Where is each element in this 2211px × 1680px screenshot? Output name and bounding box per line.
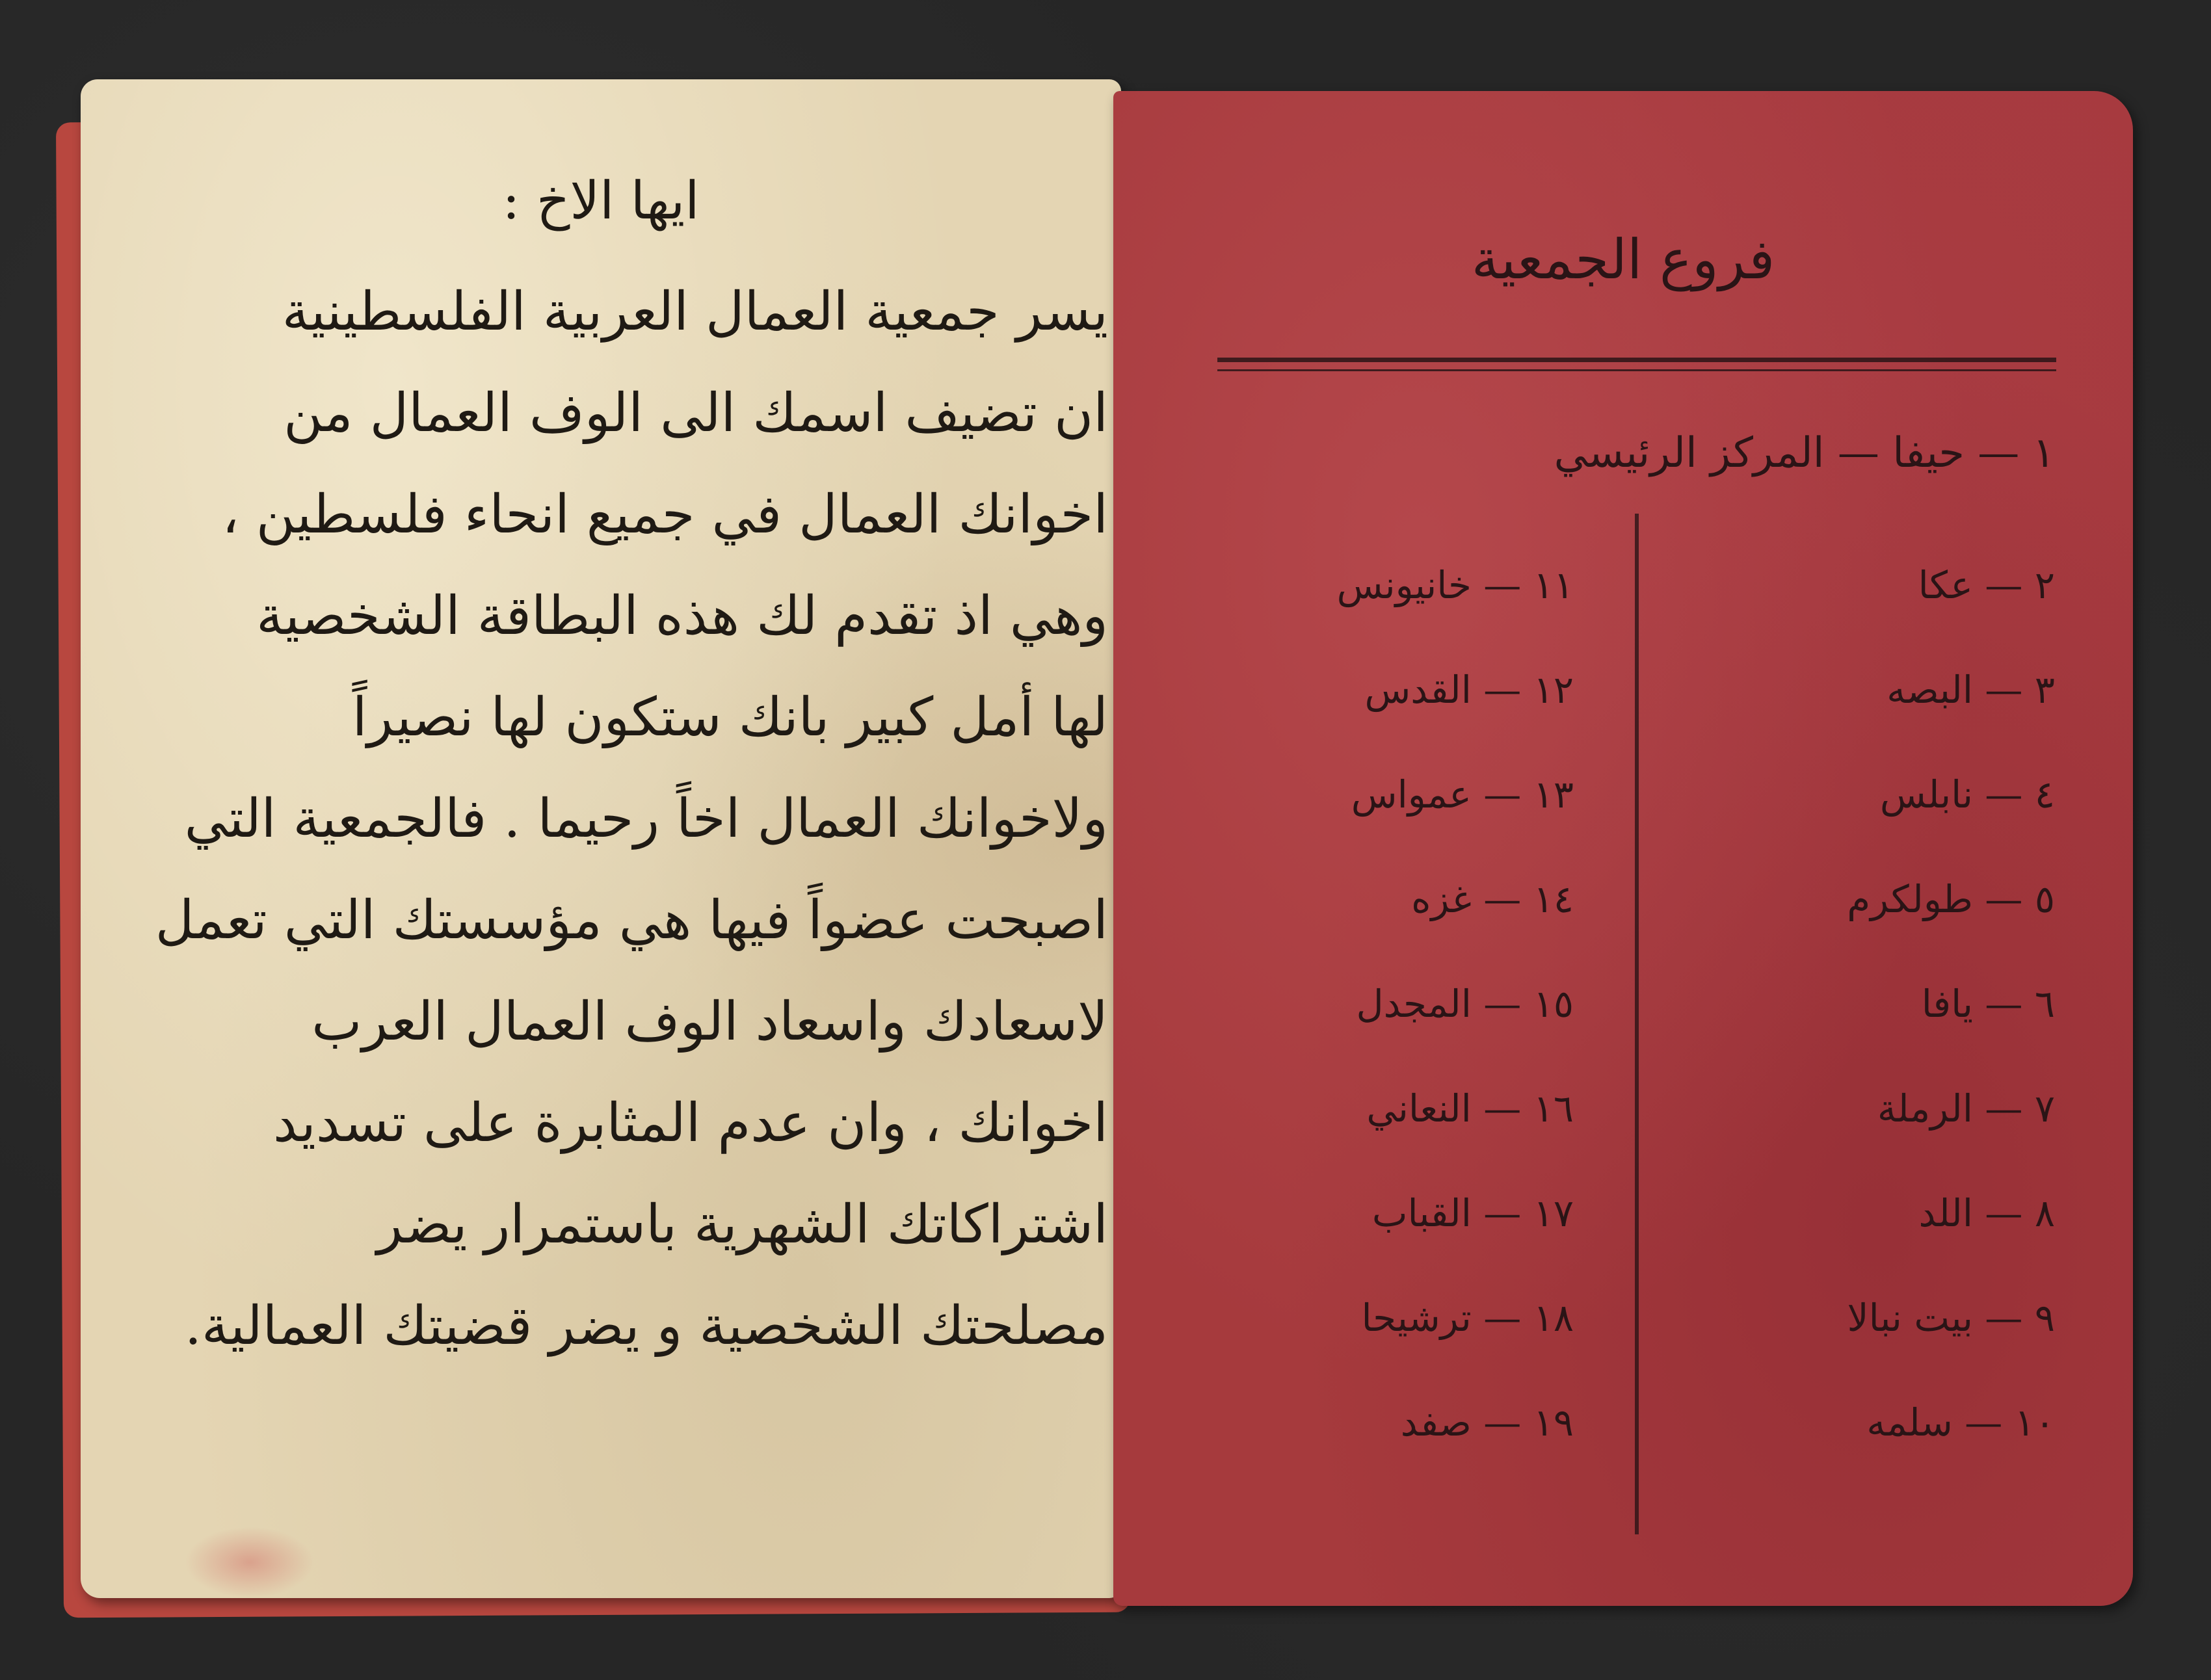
body-line: يسر جمعية العمال العربية الفلسطينية [282,281,1108,343]
body-line: لها أمل كبير بانك ستكون لها نصيراً [352,687,1108,748]
column-divider [1635,514,1639,1534]
branch-item: ٣ — البصه [1887,668,2055,712]
stain [185,1527,315,1598]
branch-item: ٨ — اللد [1918,1191,2055,1235]
branch-item: ٤ — نابلس [1879,772,2055,817]
body-line: اخوانك ، وان عدم المثابرة على تسديد [273,1092,1108,1154]
branch-item: ١٠ — سلمه [1866,1400,2055,1445]
left-page [81,79,1121,1598]
body-line: مصلحتك الشخصية و يضر قضيتك العمالية. [184,1295,1108,1357]
branch-item: ٦ — يافا [1921,982,2055,1026]
branch-item: ١٦ — النعاني [1366,1086,1574,1131]
branch-item: ٢ — عكا [1918,563,2055,607]
branch-item: ١١ — خانيونس [1336,563,1574,607]
body-line: اشتراكاتك الشهرية باستمرار يضر [377,1194,1108,1255]
branch-list-right [1847,533,2055,1475]
branch-item: ١٣ — عمواس [1351,772,1574,817]
branch-item: ١٨ — ترشيحا [1361,1296,1574,1340]
branch-item: ١٥ — المجدل [1356,982,1574,1026]
title-rule [1217,358,2056,362]
body-line: وهي اذ تقدم لك هذه البطاقة الشخصية [256,585,1108,647]
right-page [1113,91,2133,1606]
body-line: ولاخوانك العمال اخاً رحيما . فالجمعية التي [184,788,1108,850]
branch-item: ١٧ — القباب [1371,1191,1574,1235]
body-line: ان تضيف اسمك الى الوف العمال من [284,382,1108,444]
body-line: لاسعادك واسعاد الوف العمال العرب [311,991,1108,1053]
branches-title: فروع الجمعية [1471,228,1775,291]
main-branch: ١ — حيفا — المركز الرئيسي [1554,429,2055,477]
title-rule-thin [1217,369,2056,371]
body-line: اخوانك العمال في جميع انحاء فلسطين ، [222,484,1108,545]
branch-list-left [1337,533,1574,1475]
branch-item: ١٩ — صفد [1400,1400,1574,1445]
branch-item: ٥ — طولكرم [1847,877,2055,921]
branch-item: ١٢ — القدس [1364,668,1574,712]
left-page-body [120,261,1108,1377]
branch-item: ١٤ — غزه [1411,877,1574,921]
left-page-heading: ايها الاخ : [502,170,700,231]
branch-item: ٧ — الرملة [1877,1086,2055,1131]
branch-item: ٩ — بيت نبالا [1847,1296,2055,1340]
body-line: اصبحت عضواً فيها هي مؤسستك التي تعمل [155,889,1108,951]
